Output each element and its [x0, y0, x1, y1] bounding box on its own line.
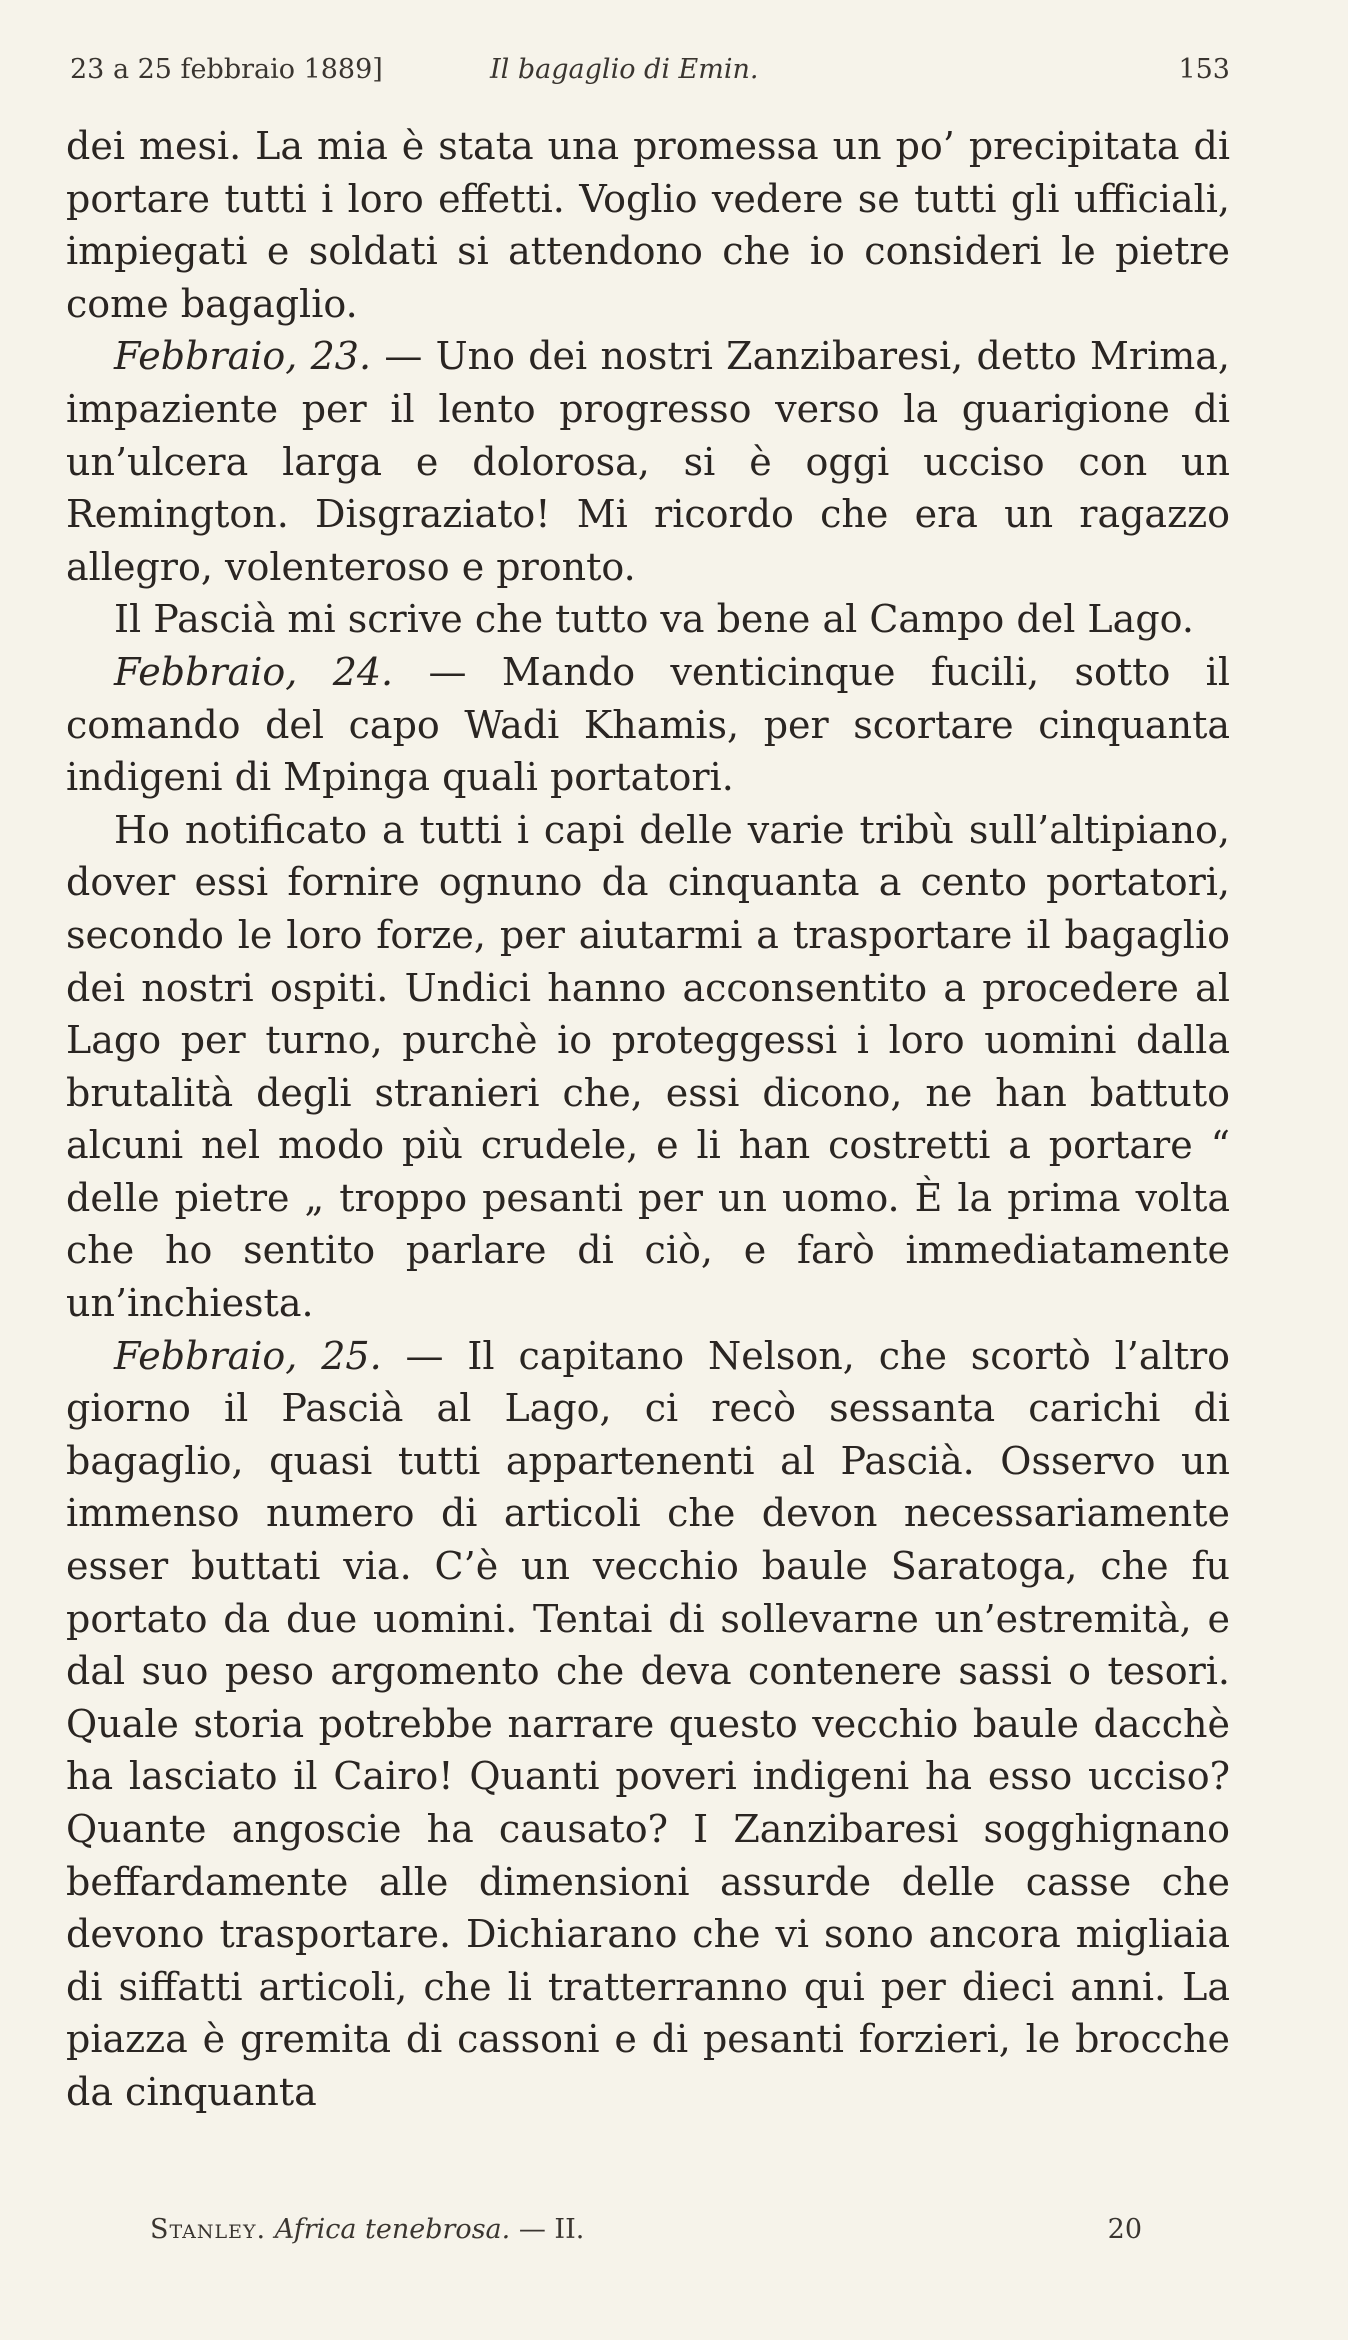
paragraph-text: — Uno dei nostri Zanzibaresi, detto Mrima, impaziente per il lento progresso verso la guarigione di un’ulcera larga e dolorosa, si è oggi ucciso con un Remington. Disgraziato! Mi ricordo che era un ragazzo allegro, volenteroso e pronto. — [66, 334, 1231, 589]
page-footer — [150, 2214, 1142, 2250]
running-head — [70, 54, 1230, 94]
paragraph-text: dei mesi. La mia è stata una promessa un po’ precipitata di portare tutti i loro effetti. Voglio vedere se tutti gli ufficiali, impiegati e soldati si attendono che io consideri le pietre come bagaglio. — [66, 124, 1230, 326]
footer-volume: — II. — [518, 2214, 585, 2245]
paragraph-4 — [66, 646, 1230, 804]
entry-date: Febbraio, 24. — [114, 649, 394, 694]
paragraph-1 — [66, 120, 1230, 330]
paragraph-5 — [66, 804, 1230, 1330]
page-number: 153 — [1178, 54, 1230, 85]
paragraph-text: — Mando venticinque fucili, sotto il comando del capo Wadi Khamis, per scortare cinquanta indigeni di Mpinga quali portatori. — [66, 649, 1230, 800]
entry-date: Febbraio, 25. — [114, 1333, 382, 1378]
footer-signature: 20 — [1107, 2214, 1142, 2245]
footer-author: Stanley. — [150, 2214, 267, 2245]
running-head-title: Il bagaglio di Emin. — [490, 54, 759, 85]
footer-work-title: Africa tenebrosa. — [274, 2214, 511, 2245]
entry-date: Febbraio, 23. — [114, 334, 372, 379]
paragraph-2 — [66, 330, 1230, 593]
paragraph-3 — [66, 593, 1230, 646]
running-head-dates: 23 a 25 febbraio 1889] — [70, 54, 383, 85]
paragraph-text: Il Pascià mi scrive che tutto va bene al Campo del Lago. — [114, 597, 1194, 642]
paragraph-text: Ho notificato a tutti i capi delle varie tribù sull’altipiano, dover essi fornire ognuno da cinquanta a cento portatori, secondo le loro forze, per aiutarmi a trasportare il bagaglio dei nostri ospiti. Undici hanno acconsentito a procedere al Lago per turno, purchè io proteggessi i loro uomini dalla brutalità degli stranieri che, essi dicono, ne han battuto alcuni nel modo più crudele, e li han costretti a portare “ delle pietre „ troppo pesanti per un uomo. È la prima volta che ho sentito parlare di ciò, e farò immediatamente un’inchiesta. — [66, 807, 1230, 1326]
body-text — [66, 120, 1230, 2119]
paragraph-6 — [66, 1330, 1230, 2119]
paragraph-text: — Il capitano Nelson, che scortò l’altro giorno il Pascià al Lago, ci recò sessanta carichi di bagaglio, quasi tutti appartenenti al Pascià. Osservo un immenso numero di articoli che devon necessariamente esser buttati via. C’è un vecchio baule Saratoga, che fu portato da due uomini. Tentai di sollevarne un’estremità, e dal suo peso argomento che deva contenere sassi o tesori. Quale storia potrebbe narrare questo vecchio baule dacchè ha lasciato il Cairo! Quanti poveri indigeni ha esso ucciso? Quante angoscie ha causato? I Zanzibaresi sogghignano beffardamente alle dimensioni assurde delle casse che devono trasportare. Dichiarano che vi sono ancora migliaia di siffatti articoli, che li tratterranno qui per dieci anni. La piazza è gremita di cassoni e di pesanti forzieri, le brocche da cinquanta — [66, 1333, 1231, 2114]
